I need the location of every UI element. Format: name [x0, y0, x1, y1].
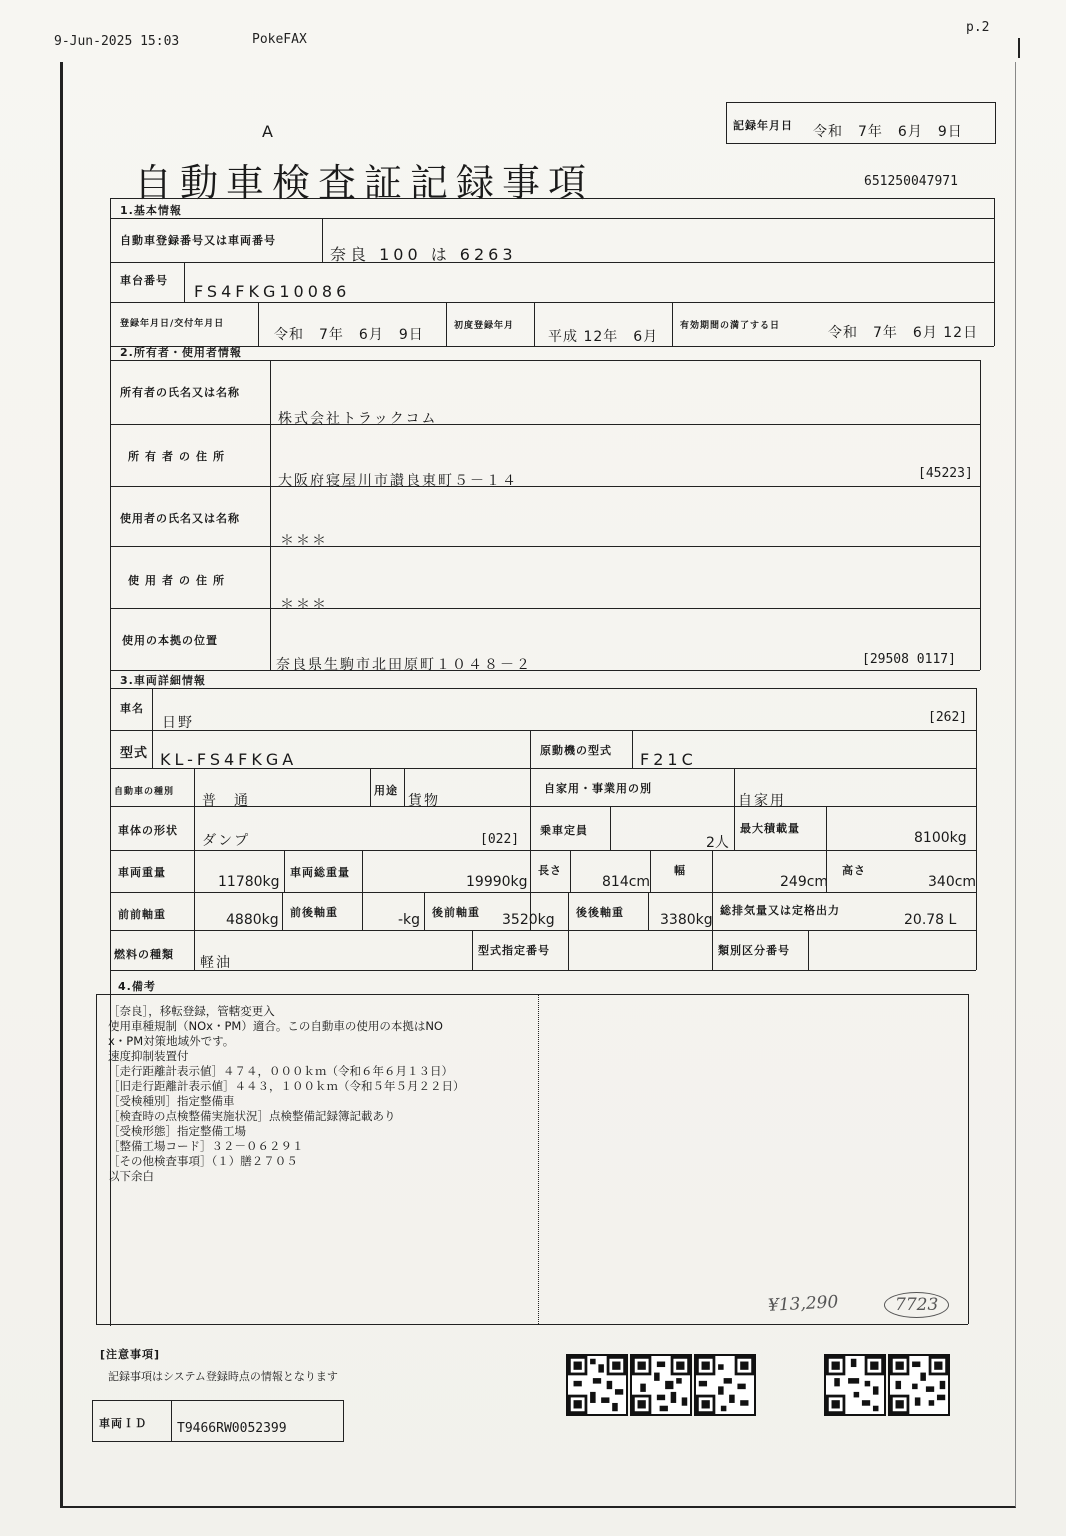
capacity-value: 2人: [706, 835, 729, 851]
height-label: 高さ: [842, 864, 866, 877]
remark-line: ［受検種別］指定整備車: [108, 1094, 235, 1108]
user-address-label: 使用者の住所: [128, 574, 230, 587]
reg-number-value: 奈良 100 は 6263: [330, 245, 517, 264]
front-front-axle-label: 前前軸重: [118, 908, 166, 921]
engine-model-label: 原動機の型式: [540, 744, 612, 757]
handwritten-price: ¥13,290: [767, 1292, 839, 1316]
fax-page-number: p.2: [966, 20, 990, 35]
section2-heading: 2.所有者・使用者情報: [120, 346, 242, 359]
rear-rear-axle-value: 3380kg: [660, 912, 713, 928]
remark-line: x・PM対策地域外です。: [108, 1034, 235, 1048]
private-business-value: 自家用: [738, 793, 786, 809]
vehicle-weight-label: 車両重量: [118, 866, 166, 879]
issue-date-label: 登録年月日/交付年月日: [120, 319, 225, 329]
remark-line: ［検査時の点検整備実施状況］点検整備記録簿記載あり: [108, 1109, 396, 1123]
qr-code: [888, 1354, 950, 1416]
gross-weight-label: 車両総重量: [290, 866, 350, 879]
vehicle-id-value: T9466RW0052399: [177, 1421, 287, 1436]
front-front-axle-value: 4880kg: [226, 912, 279, 928]
notes-heading: [注意事項]: [100, 1348, 161, 1361]
base-location-value: 奈良県生駒市北田原町１０４８－２: [276, 657, 532, 673]
front-rear-axle-value: -kg: [398, 912, 421, 928]
rear-front-axle-label: 後前軸重: [432, 906, 480, 919]
section3-heading: 3.車両詳細情報: [120, 674, 206, 687]
margin-mark: [1018, 38, 1020, 58]
rear-rear-axle-label: 後後軸重: [576, 906, 624, 919]
remark-line: 以下余白: [108, 1169, 154, 1183]
model-value: KL-FS4FKGA: [160, 750, 298, 769]
record-date-label: 記録年月日: [733, 119, 793, 132]
vehicle-kind-value: 普 通: [202, 793, 250, 809]
car-name-value: 日野: [162, 715, 194, 731]
document-title: 自動車検査証記録事項: [134, 161, 595, 205]
remark-line: 速度抑制装置付: [108, 1049, 189, 1063]
front-rear-axle-label: 前後軸重: [290, 906, 338, 919]
remarks-block: [108, 1004, 465, 1184]
category-label: 類別区分番号: [718, 944, 790, 957]
remark-line: ［旧走行距離計表示値］４４３，１００ｋｍ（令和５年５月２２日）: [108, 1079, 465, 1093]
fuel-type-label: 燃料の種類: [114, 948, 174, 961]
remark-line: ［その他検査事項］（１）膳２７０５: [108, 1154, 298, 1168]
user-name-label: 使用者の氏名又は名称: [120, 512, 240, 525]
body-shape-code: [022]: [480, 832, 520, 847]
vehicle-id-label: 車両ＩＤ: [99, 1417, 147, 1430]
width-label: 幅: [674, 864, 686, 877]
user-name-value: ＊＊＊: [280, 533, 328, 549]
private-business-label: 自家用・事業用の別: [544, 782, 652, 795]
qr-code: [566, 1354, 628, 1416]
chassis-number-label: 車台番号: [120, 274, 168, 287]
displacement-label: 総排気量又は定格出力: [720, 904, 840, 917]
form-letter: A: [262, 122, 273, 141]
width-value: 249cm: [780, 874, 829, 890]
vehicle-kind-label: 自動車の種別: [114, 787, 175, 797]
length-value: 814cm: [602, 874, 651, 890]
chassis-number-value: FS4FKG10086: [194, 282, 351, 301]
notes-text: 記録事項はシステム登録時点の情報となります: [108, 1370, 338, 1383]
body-shape-label: 車体の形状: [118, 824, 178, 837]
fax-sender: PokeFAX: [252, 32, 307, 47]
type-designation-label: 型式指定番号: [478, 944, 550, 957]
reg-number-label: 自動車登録番号又は車両番号: [120, 234, 276, 247]
remark-line: ［整備工場コード］３２－０６２９１: [108, 1139, 304, 1153]
body-shape-value: ダンプ: [202, 833, 251, 849]
capacity-label: 乗車定員: [540, 824, 588, 837]
first-reg-value: 平成 12年 6月: [548, 329, 659, 345]
usage-value: 貨物: [408, 793, 440, 809]
owner-name-value: 株式会社トラックコム: [278, 411, 438, 427]
qr-code: [630, 1354, 692, 1416]
base-location-label: 使用の本拠の位置: [122, 634, 218, 647]
displacement-value: 20.78 L: [904, 912, 957, 928]
section1-heading: 1.基本情報: [120, 204, 182, 217]
qr-code: [694, 1354, 756, 1416]
qr-code: [824, 1354, 886, 1416]
fax-datetime: 9-Jun-2025 15:03: [54, 34, 180, 49]
engine-model-value: F21C: [640, 750, 697, 769]
remark-line: ［奈良］，移転登録，管轄変更入: [108, 1004, 275, 1018]
max-load-value: 8100kg: [914, 830, 967, 846]
remark-line: 使用車種規制（NOx・PM）適合。この自動車の使用の本拠はNO: [108, 1019, 443, 1033]
length-label: 長さ: [538, 864, 562, 877]
car-name-label: 車名: [120, 702, 144, 715]
record-date-box: [726, 102, 996, 144]
user-address-value: ＊＊＊: [280, 597, 328, 613]
vehicle-weight-value: 11780kg: [218, 874, 280, 890]
height-value: 340cm: [928, 874, 977, 890]
remark-line: ［受検形態］指定整備工場: [108, 1124, 246, 1138]
handwritten-circled-number: 7723: [884, 1292, 949, 1318]
document-number: 651250047971: [864, 174, 958, 189]
rear-front-axle-value: 3520kg: [502, 912, 555, 928]
expiry-value: 令和 7年 6月 12日: [828, 325, 979, 341]
remark-line: ［走行距離計表示値］４７４，０００ｋｍ（令和６年６月１３日）: [108, 1064, 453, 1078]
section4-heading: 4.備考: [118, 980, 156, 993]
base-location-code: [29508 0117]: [862, 652, 956, 667]
model-label: 型式: [120, 746, 149, 761]
owner-address-label: 所有者の住所: [128, 450, 230, 463]
car-name-code: [262]: [928, 710, 968, 725]
first-reg-label: 初度登録年月: [454, 321, 515, 331]
record-date-value: 令和 7年 6月 9日: [813, 124, 963, 140]
expiry-label: 有効期間の満了する日: [680, 321, 781, 331]
owner-address-code: [45223]: [918, 466, 973, 481]
owner-address-value: 大阪府寝屋川市讃良東町５－１４: [278, 473, 518, 489]
gross-weight-value: 19990kg: [466, 874, 528, 890]
max-load-label: 最大積載量: [740, 822, 800, 835]
fuel-type-value: 軽油: [200, 955, 232, 971]
vehicle-id-box: [92, 1400, 344, 1442]
issue-date-value: 令和 7年 6月 9日: [274, 327, 424, 343]
owner-name-label: 所有者の氏名又は名称: [120, 386, 240, 399]
usage-label: 用途: [374, 784, 398, 797]
